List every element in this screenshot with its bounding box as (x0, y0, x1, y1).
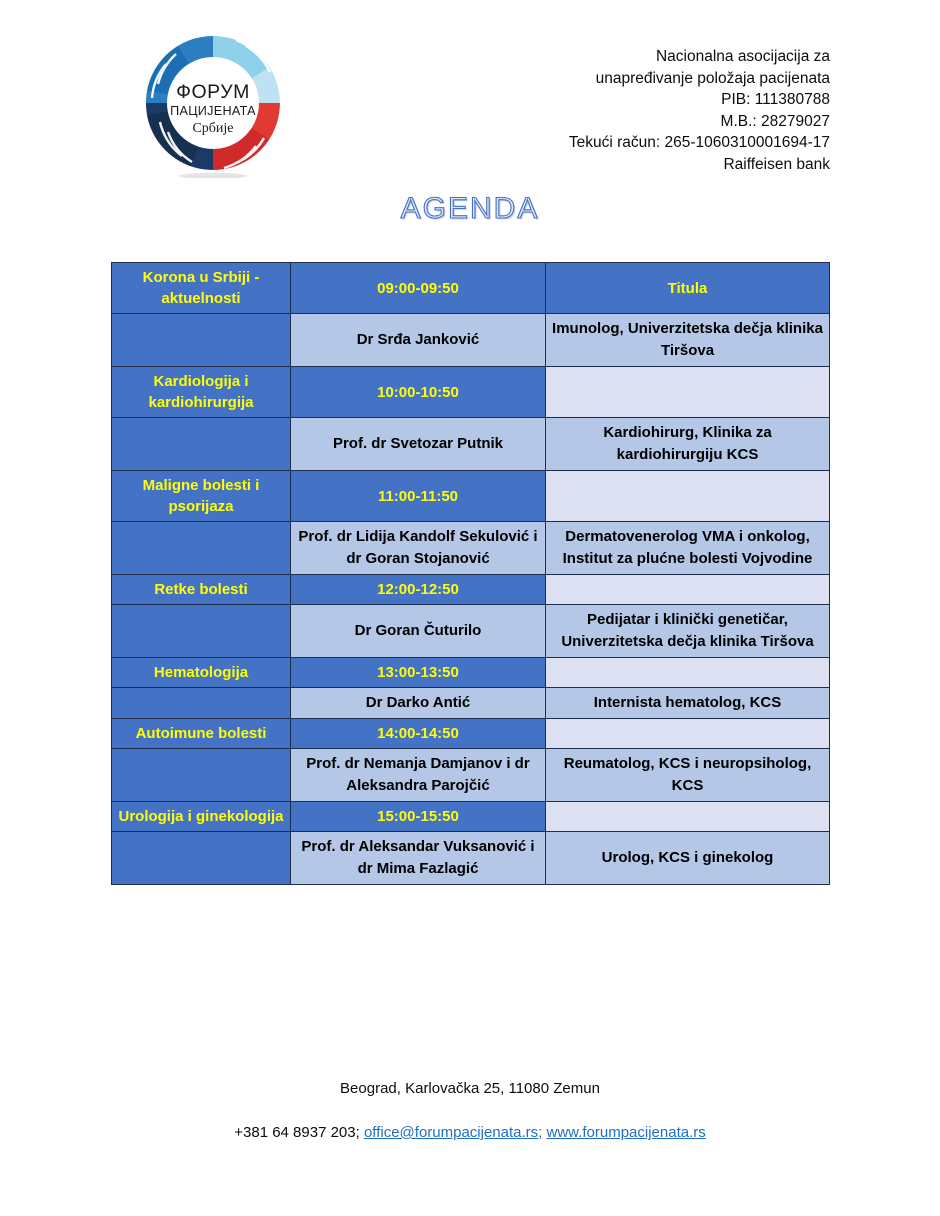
time-cell: 10:00-10:50 (291, 367, 546, 418)
footer-website-link[interactable]: www.forumpacijenata.rs (546, 1124, 706, 1141)
topic-cell (112, 418, 291, 471)
svg-text:Србије: Србије (192, 121, 234, 136)
table-row (112, 719, 830, 749)
table-row (112, 367, 830, 418)
time-cell: 11:00-11:50 (291, 471, 546, 522)
topic-cell: Urologija i ginekologija (112, 802, 291, 832)
title-header-cell (546, 802, 830, 832)
table-row (112, 471, 830, 522)
org-pib: PIB: 111380788 (721, 91, 830, 108)
org-account: Tekući račun: 265-1060310001694-17 (568, 134, 830, 151)
topic-cell: Retke bolesti (112, 575, 291, 605)
forum-pacijenata-logo-icon (138, 28, 288, 178)
speaker-cell: Dr Srđa Janković (291, 314, 546, 367)
svg-text:ФОРУМ: ФОРУМ (176, 81, 250, 103)
topic-cell: Korona u Srbiji - aktuelnosti (112, 263, 291, 314)
footer-phone: +381 64 8937 203; (234, 1124, 360, 1141)
page-title: AGENDA (400, 192, 540, 225)
time-cell: 14:00-14:50 (291, 719, 546, 749)
title-header-cell (546, 719, 830, 749)
table-row (112, 802, 830, 832)
time-cell: 15:00-15:50 (291, 802, 546, 832)
agenda-table (111, 262, 830, 885)
speaker-cell: Prof. dr Lidija Kandolf Sekulović i dr Goran Stojanović (291, 522, 546, 575)
speaker-cell: Dr Goran Čuturilo (291, 605, 546, 658)
table-row (112, 832, 830, 885)
title-header-cell (546, 575, 830, 605)
title-cell: Imunolog, Univerzitetska dečja klinika Tiršova (546, 314, 830, 367)
table-row (112, 658, 830, 688)
footer-contact (0, 1122, 940, 1144)
speaker-cell: Prof. dr Svetozar Putnik (291, 418, 546, 471)
footer-email-link[interactable]: office@forumpacijenata.rs; (363, 1124, 543, 1141)
speaker-cell: Dr Darko Antić (291, 688, 546, 719)
organization-details (430, 46, 830, 175)
table-row (112, 418, 830, 471)
organization-logo (138, 28, 288, 178)
title-cell: Urolog, KCS i ginekolog (546, 832, 830, 885)
topic-cell: Maligne bolesti i psorijaza (112, 471, 291, 522)
table-row (112, 688, 830, 719)
title-header-cell (546, 471, 830, 522)
title-cell: Dermatovenerolog VMA i onkolog, Institut za plućne bolesti Vojvodine (546, 522, 830, 575)
topic-cell (112, 314, 291, 367)
footer-address: Beograd, Karlovačka 25, 11080 Zemun (340, 1080, 600, 1097)
org-bank: Raiffeisen bank (723, 155, 830, 173)
topic-cell (112, 522, 291, 575)
org-line-2: unapređivanje položaja pacijenata (595, 69, 830, 87)
title-cell: Reumatolog, KCS i neuropsiholog, KCS (546, 749, 830, 802)
topic-cell (112, 605, 291, 658)
table-row (112, 575, 830, 605)
svg-text:ПАЦИЈЕНАТА: ПАЦИЈЕНАТА (170, 104, 256, 118)
speaker-cell: Prof. dr Aleksandar Vuksanović i dr Mima Fazlagić (291, 832, 546, 885)
topic-cell (112, 832, 291, 885)
title-header-cell (546, 658, 830, 688)
org-mb: M.B.: 28279027 (720, 112, 830, 130)
time-cell: 12:00-12:50 (291, 575, 546, 605)
topic-cell (112, 749, 291, 802)
org-line-1: Nacionalna asocijacija za (655, 48, 830, 65)
title-cell: Internista hematolog, KCS (546, 688, 830, 719)
topic-cell: Kardiologija i kardiohirurgija (112, 367, 291, 418)
time-cell: 13:00-13:50 (291, 658, 546, 688)
title-header-cell: Titula (546, 263, 830, 314)
document-header (0, 0, 940, 185)
table-row (112, 522, 830, 575)
time-cell: 09:00-09:50 (291, 263, 546, 314)
topic-cell (112, 688, 291, 719)
topic-cell: Hematologija (112, 658, 291, 688)
agenda-table-body (112, 263, 830, 885)
table-row (112, 263, 830, 314)
document-footer (0, 1078, 940, 1144)
table-row (112, 314, 830, 367)
topic-cell: Autoimune bolesti (112, 719, 291, 749)
title-header-cell (546, 367, 830, 418)
speaker-cell: Prof. dr Nemanja Damjanov i dr Aleksandra Parojčić (291, 749, 546, 802)
title-cell: Kardiohirurg, Klinika za kardiohirurgiju KCS (546, 418, 830, 471)
table-row (112, 749, 830, 802)
title-cell: Pedijatar i klinički genetičar, Univerzitetska dečja klinika Tiršova (546, 605, 830, 658)
table-row (112, 605, 830, 658)
